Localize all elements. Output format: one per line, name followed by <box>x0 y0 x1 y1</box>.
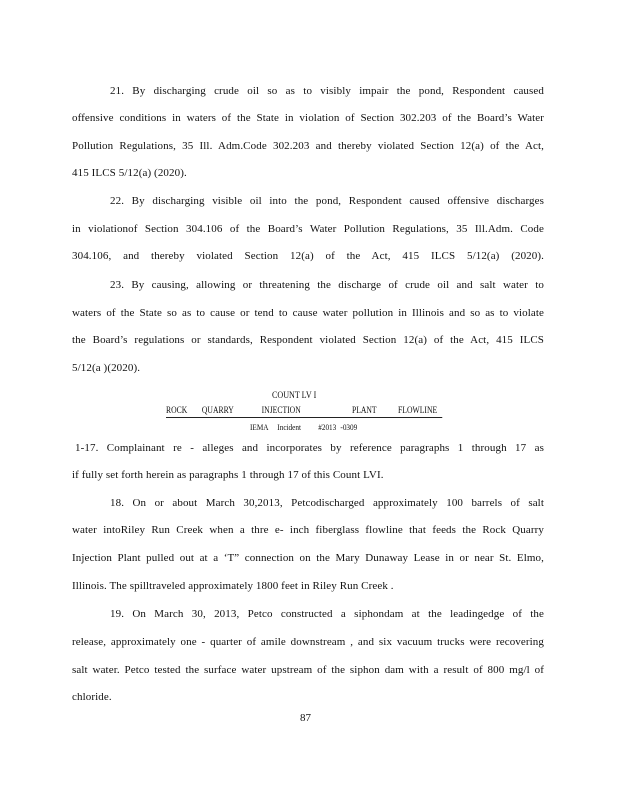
count-col-flowline: FLOWLINE <box>398 405 438 415</box>
para-19-line-1: 19. On March 30, 2013, Petco constructed a siphondam at the leadingedge of the <box>110 608 544 620</box>
para-18-line-3: Injection Plant pulled out at a ‘T” connection on the Mary Dunaway Lease in or near St. Elmo, <box>72 552 544 564</box>
para-18-line-1: 18. On or about March 30,2013, Petcodischarged approximately 100 barrels of salt <box>110 497 544 509</box>
count-col-injection: INJECTION <box>261 405 301 415</box>
count-col-rock: ROCK <box>166 405 188 415</box>
ref-year: #2013 <box>318 422 337 432</box>
count-col-quarry: QUARRY <box>201 405 234 415</box>
para-22-line-3: 304.106, and thereby violated Section 12(a) of the Act, 415 ILCS 5/12(a) (2020). <box>72 250 544 262</box>
para-23-line-1: 23. By causing, allowing or threatening the discharge of crude oil and salt water to <box>110 279 544 291</box>
count-columns <box>166 405 442 418</box>
para-18-line-2: water intoRiley Run Creek when a thre e- inch fiberglass flowline that feeds the Rock Quarry <box>72 524 544 536</box>
ref-number: -0309 <box>340 422 358 432</box>
para-21-line-3: Pollution Regulations, 35 Ill. Adm.Code 302.203 and thereby violated Section 12(a) of the Act, <box>72 140 544 152</box>
para-19-line-2: release, approximately one - quarter of amile downstream , and six vacuum trucks were recovering <box>72 636 544 648</box>
ref-agency: IEMA <box>250 422 269 432</box>
para-21-line-1: 21. By discharging crude oil so as to visibly impair the pond, Respondent caused <box>110 85 544 97</box>
para-23-line-3: the Board’s regulations or standards, Respondent violated Section 12(a) of the Act, 415 ILCS <box>72 334 544 346</box>
para-23-line-2: waters of the State so as to cause or tend to cause water pollution in Illinois and so as to violate <box>72 307 544 319</box>
para-23-line-4: 5/12(a )(2020). <box>72 362 141 374</box>
count-col-plant: PLANT <box>351 405 377 415</box>
incident-reference <box>250 422 357 433</box>
para-18-line-4: Illinois. The spilltraveled approximately 1800 feet in Riley Run Creek . <box>72 580 394 592</box>
para-1-17-line-2: if fully set forth herein as paragraphs 1 through 17 of this Count LVI. <box>72 469 384 481</box>
para-19-line-4: chloride. <box>72 691 112 703</box>
para-1-17-line-1: 1-17. Complainant re - alleges and incorporates by reference paragraphs 1 through 17 as <box>75 442 544 454</box>
para-21-line-4: 415 ILCS 5/12(a) (2020). <box>72 167 187 179</box>
para-22-line-1: 22. By discharging visible oil into the pond, Respondent caused offensive discharges <box>110 195 544 207</box>
para-21-line-2: offensive conditions in waters of the State in violation of Section 302.203 of the Board’s Water <box>72 112 544 124</box>
count-title: COUNT LV I <box>272 391 317 401</box>
para-19-line-3: salt water. Petco tested the surface water upstream of the siphon dam with a result of 800 mg/l of <box>72 664 544 676</box>
page-number: 87 <box>300 712 311 724</box>
para-22-line-2: in violationof Section 304.106 of the Board’s Water Pollution Regulations, 35 Ill.Adm. Code <box>72 223 544 235</box>
ref-label: Incident <box>277 422 301 432</box>
